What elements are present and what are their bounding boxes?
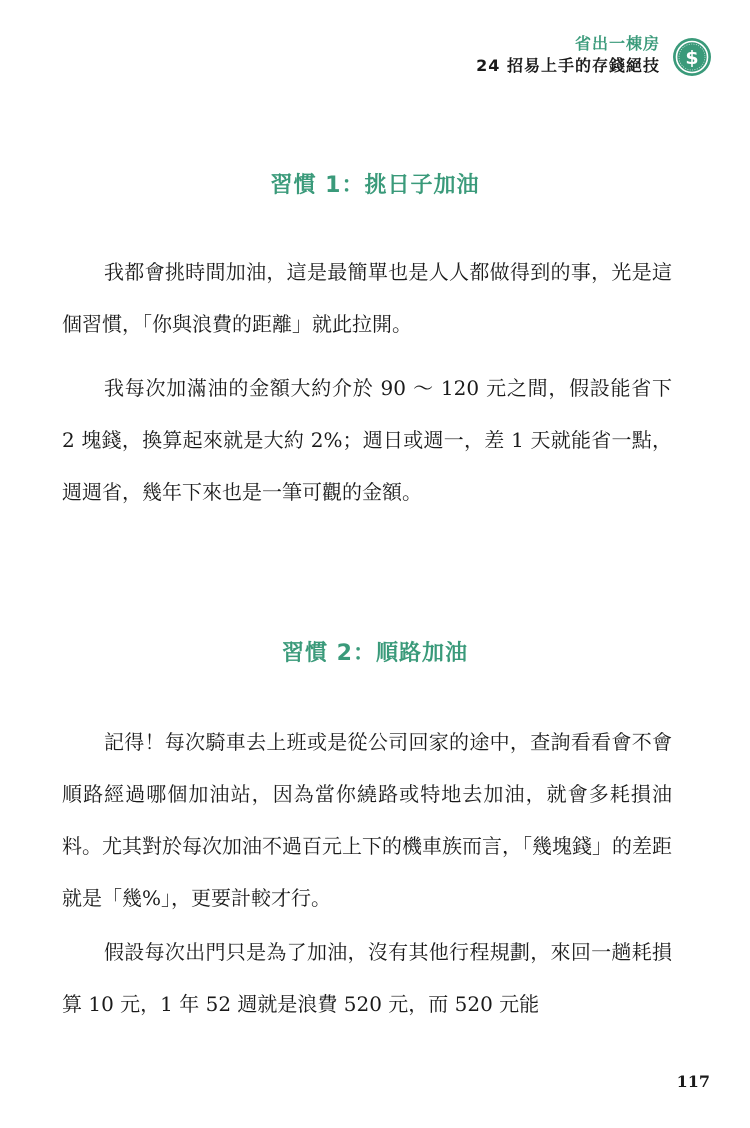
- svg-text:$: $: [685, 47, 699, 69]
- running-header: [476, 34, 660, 78]
- section-title-habit-2: 習慣 2：順路加油: [282, 641, 468, 666]
- paragraph: 我每次加滿油的金額大約介於 90 ～ 120 元之間，假設能省下 2 塊錢，換算起來就是大約 2%；週日或週一，差 1 天就能省一點，週週省，幾年下來也是一筆可觀的金額。: [62, 376, 672, 504]
- paragraph: 假設每次出門只是為了加油，沒有其他行程規劃，來回一趟耗損算 10 元，1 年 52 週就是浪費 520 元，而 520 元能: [62, 940, 672, 1016]
- paragraph: 我都會挑時間加油，這是最簡單也是人人都做得到的事，光是這個習慣，「你與浪費的距離」就此拉開。: [62, 260, 672, 336]
- book-series-title: 省出一棟房: [574, 34, 660, 53]
- paragraph: 記得！每次騎車去上班或是從公司回家的途中，查詢看看會不會順路經過哪個加油站，因為當你繞路或特地去加油，就會多耗損油料。尤其對於每次加油不過百元上下的機車族而言，「幾塊錢」的差距就是「幾%」，更要計較才行。: [62, 730, 672, 910]
- section-title-habit-1: 習慣 1：挑日子加油: [270, 173, 480, 198]
- dollar-coin-icon: [672, 37, 712, 77]
- book-subtitle: 24 招易上手的存錢絕技: [476, 56, 660, 75]
- page-number: 117: [676, 1072, 710, 1091]
